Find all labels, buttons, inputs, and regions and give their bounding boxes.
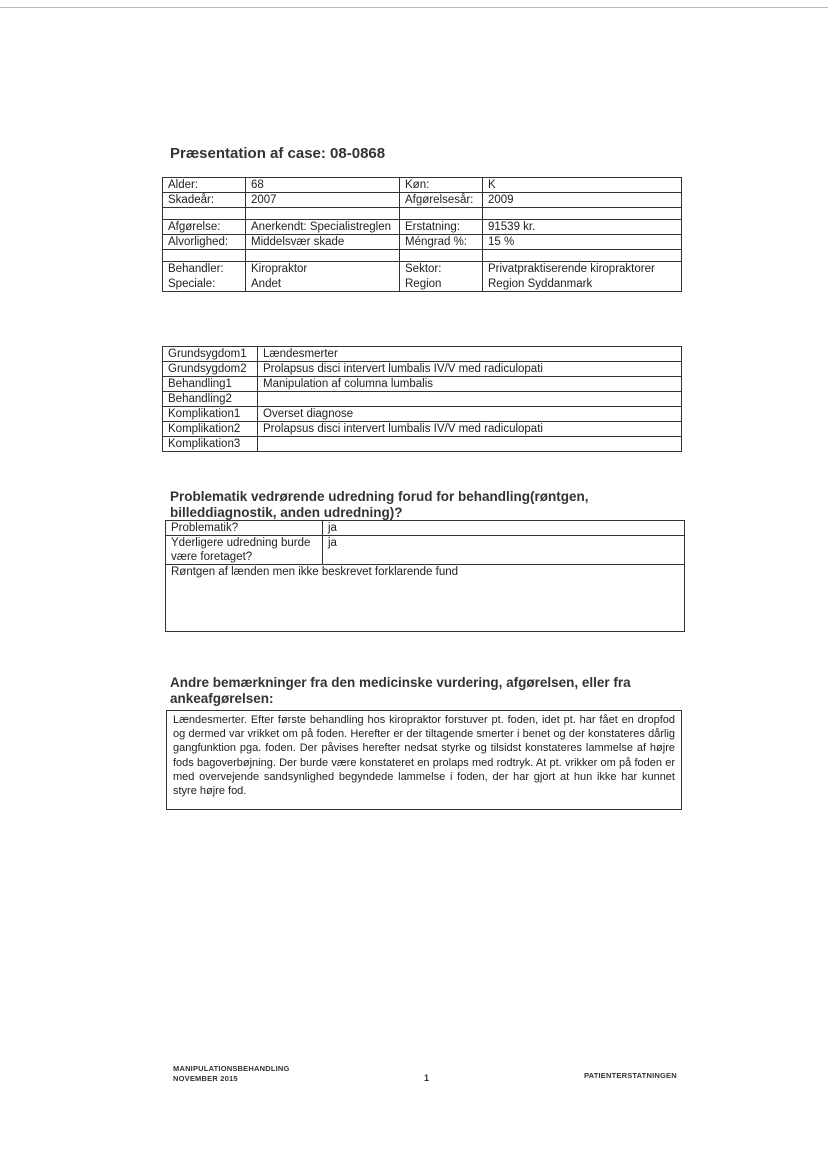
andre-heading: Andre bemærkninger fra den medicinske vurdering, afgørelsen, eller fra ankeafgørelsen: [170, 675, 631, 706]
diagnosis-label: Komplikation1 [163, 407, 258, 422]
problematik-table [165, 520, 685, 632]
skadeaar-value: 2007 [246, 193, 400, 208]
table-row [163, 377, 682, 392]
sektor-label: Sektor: [405, 263, 442, 275]
diagnosis-table [162, 346, 682, 452]
afgorelse-label: Afgørelse: [163, 220, 246, 235]
diagnosis-value: Overset diagnose [258, 407, 682, 422]
afgorelse-value: Anerkendt: Specialistreglen [246, 220, 400, 235]
case-info-table [162, 177, 682, 292]
problematik-question: Problematik? [166, 521, 323, 536]
erstatning-value: 91539 kr. [483, 220, 682, 235]
speciale-value: Andet [251, 278, 282, 290]
udredning-question: Yderligere udredning burde være foretaget? [166, 536, 323, 565]
footer-date: NOVEMBER 2015 [173, 1074, 238, 1083]
diagnosis-label: Grundsygdom2 [163, 362, 258, 377]
behandler-value: Kiropraktor [251, 263, 308, 275]
diagnosis-value: Prolapsus disci intervert lumbalis IV/V med radiculopati [258, 362, 682, 377]
table-row [163, 347, 682, 362]
footer-org: PATIENTERSTATNINGEN [584, 1071, 677, 1080]
alder-label: Alder: [163, 178, 246, 193]
afgorelsesaar-label: Afgørelsesår: [400, 193, 483, 208]
afgorelsesaar-value: 2009 [483, 193, 682, 208]
alvorlighed-label: Alvorlighed: [163, 235, 246, 250]
diagnosis-label: Behandling1 [163, 377, 258, 392]
region-label: Region [405, 278, 442, 290]
page-number: 1 [424, 1073, 430, 1083]
kon-label: Køn: [400, 178, 483, 193]
diagnosis-value: Lændesmerter [258, 347, 682, 362]
table-row [163, 407, 682, 422]
region-value: Region Syddanmark [488, 278, 593, 290]
skadeaar-label: Skadeår: [163, 193, 246, 208]
speciale-label: Speciale: [168, 278, 216, 290]
table-row [163, 392, 682, 407]
diagnosis-value [258, 392, 682, 407]
mengrad-label: Méngrad %: [400, 235, 483, 250]
diagnosis-value [258, 437, 682, 452]
mengrad-value: 15 % [483, 235, 682, 250]
kon-value: K [483, 178, 682, 193]
andre-remarks: Lændesmerter. Efter første behandling hos kiropraktor forstuver pt. foden, idet pt. har fået en dropfod og dermed var vrikket om på foden. Herefter er der tiltagende smerter i benet og der konstateres dårlig gangfunktion pga. foden. Der påvises herefter nedsat styrke og tilsidst konstateres lammelse af højre fods bagoverbøjning. Der burde være konstateret en prolaps med rodtryk. At pt. vrikker om på foden er med overvejende sandsynlighed begyndede lammelse i foden, der har gjort at hun ikke har kunnet styre højre fod. [166, 710, 682, 810]
behandler-label: Behandler: [168, 263, 224, 275]
alder-value: 68 [246, 178, 400, 193]
diagnosis-label: Komplikation3 [163, 437, 258, 452]
page-title: Præsentation af case: 08-0868 [170, 145, 386, 162]
top-rule [0, 7, 828, 8]
problematik-answer: ja [323, 521, 685, 536]
diagnosis-value: Prolapsus disci intervert lumbalis IV/V med radiculopati [258, 422, 682, 437]
problematik-heading: Problematik vedrørende udredning forud for behandling(røntgen, billeddiagnostik, anden udredning)? [170, 489, 589, 520]
diagnosis-label: Behandling2 [163, 392, 258, 407]
footer-left [173, 1064, 290, 1084]
sektor-value: Privatpraktiserende kiropraktorer [488, 263, 655, 275]
table-row [163, 362, 682, 377]
table-row [163, 437, 682, 452]
alvorlighed-value: Middelsvær skade [246, 235, 400, 250]
udredning-answer: ja [323, 536, 685, 565]
table-row [163, 422, 682, 437]
footer-topic: MANIPULATIONSBEHANDLING [173, 1064, 290, 1073]
problematik-comment: Røntgen af lænden men ikke beskrevet forklarende fund [166, 565, 685, 632]
diagnosis-value: Manipulation af columna lumbalis [258, 377, 682, 392]
diagnosis-label: Komplikation2 [163, 422, 258, 437]
erstatning-label: Erstatning: [400, 220, 483, 235]
diagnosis-label: Grundsygdom1 [163, 347, 258, 362]
